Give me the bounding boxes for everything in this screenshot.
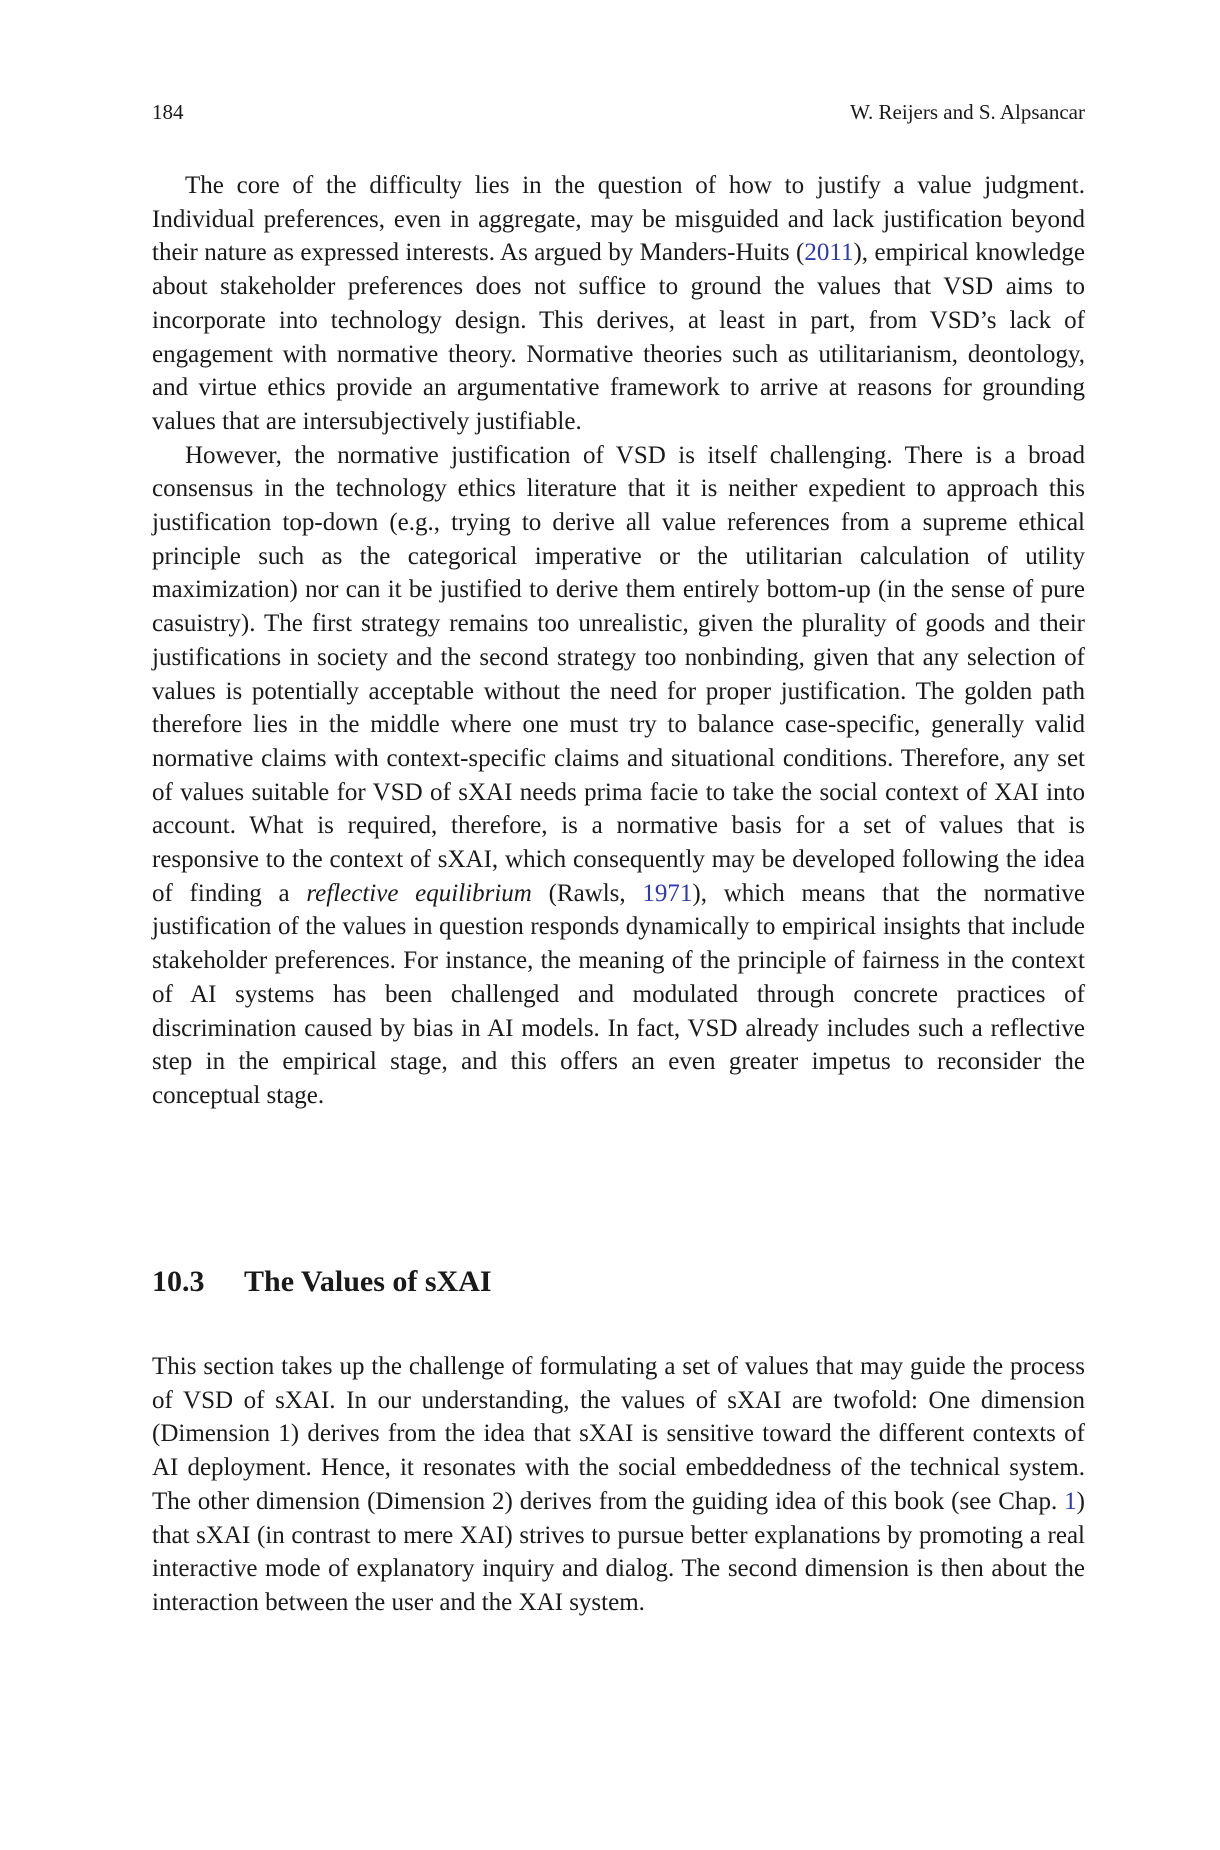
citation-link-rawls-1971[interactable]: 1971 [642,879,693,907]
running-header-authors: W. Reijers and S. Alpsancar [850,100,1085,124]
paragraph-normative-justification [152,439,1085,1113]
text-run: ), empirical knowledge about stakeholder preferences does not suffice to ground the values that VSD aims to incorporate into technology design. This derives, at least in part, from VSD’s lack of engagement with normative theory. Normative theories such as utilitarianism, deontology, and virtue ethics provide an argumentative framework to arrive at reasons for grounding values that are intersubjectively justifiable. [152,239,1085,435]
body-text-bottom [152,1350,1085,1620]
emphasis-reflective-equilibrium: reflective equilibrium [306,879,532,907]
text-run: (Rawls, [531,879,643,907]
page-number: 184 [152,100,184,124]
body-text-top [152,169,1085,1113]
running-header [152,98,1085,126]
citation-link-manders-huits-2011[interactable]: 2011 [804,239,854,267]
section-number: 10.3 [152,1265,205,1298]
section-title: The Values of sXAI [244,1265,492,1298]
paragraph-difficulty [152,169,1085,439]
text-run: ), which means that the normative justification of the values in question responds dynamically to empirical insights that include stakeholder preferences. For instance, the meaning of the principle of fairness in the context of AI systems has been challenged and modulated through concrete practices of discrimination caused by bias in AI models. In fact, VSD already includes such a reflective step in the empirical stage, and this offers an even greater impetus to reconsider the conceptual stage. [152,879,1086,1109]
text-run: ) that sXAI (in contrast to mere XAI) strives to pursue better explanations by promoting a real interactive mode of explanatory inquiry and dialog. The second dimension is then about the interaction between the user and the XAI system. [152,1487,1085,1616]
section-heading [152,1262,1085,1302]
text-run: This section takes up the challenge of formulating a set of values that may guide the process of VSD of sXAI. In our understanding, the values of sXAI are twofold: One dimension (Dimension 1) derives from the idea that sXAI is sensitive toward the different contexts of AI deployment. Hence, it resonates with the social embeddedness of the technical system. The other dimension (Dimension 2) derives from the guiding idea of this book (see Chap. [152,1353,1085,1515]
chapter-reference-link[interactable]: 1 [1064,1487,1077,1515]
text-run: However, the normative justification of VSD is itself challenging. There is a broad consensus in the technology ethics literature that it is neither expedient to approach this justification top-down (e.g., trying to derive all value references from a supreme ethical principle such as the categorical imperative or the utilitarian calculation of utility maximization) nor can it be justified to derive them entirely bottom-up (in the sense of pure casuistry). The first strategy remains too unrealistic, given the plurality of goods and their justifications in society and the second strategy too nonbinding, given that any selection of values is potentially acceptable without the need for proper justification. The golden path therefore lies in the middle where one must try to balance case-specific, generally valid normative claims with context-specific claims and situational conditions. Therefore, any set of values suitable for VSD of sXAI needs prima facie to take the social context of XAI into account. What is required, therefore, is a normative basis for a set of values that is responsive to the context of sXAI, which consequently may be developed following the idea of finding a [152,441,1085,907]
text-run: The core of the difficulty lies in the question of how to justify a value judgment. Individual preferences, even in aggregate, may be misguided and lack justification beyond their nature as expressed interests. As argued by Manders-Huits ( [152,172,1085,267]
paragraph-values-of-sxai [152,1350,1085,1620]
